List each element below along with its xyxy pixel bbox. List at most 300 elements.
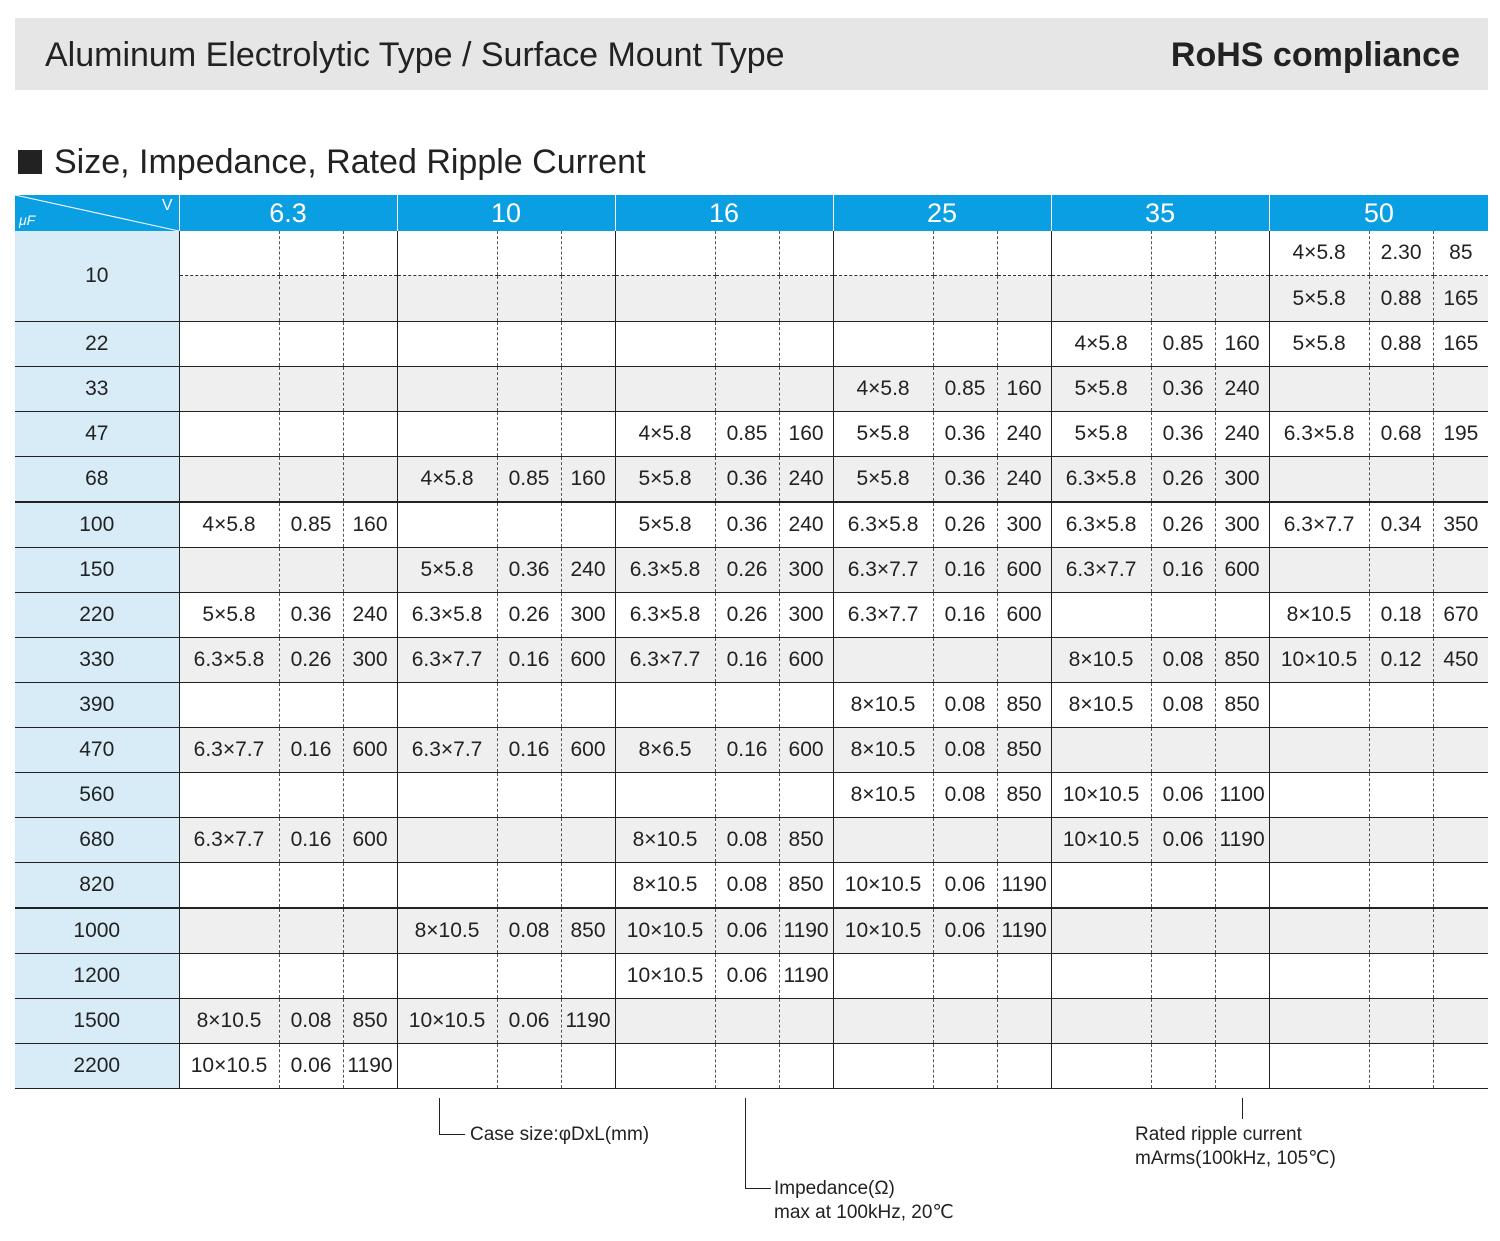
ripple-cell bbox=[343, 548, 397, 593]
table-row bbox=[15, 863, 1488, 909]
leader-line-impedance-h bbox=[745, 1188, 771, 1189]
ripple-cell bbox=[1433, 999, 1488, 1044]
ripple-cell: 240 bbox=[997, 412, 1051, 457]
impedance-cell: 0.08 bbox=[715, 863, 779, 909]
table-row bbox=[15, 818, 1488, 863]
ripple-cell bbox=[561, 683, 615, 728]
ripple-cell: 850 bbox=[561, 908, 615, 954]
case-size-cell: 6.3×5.8 bbox=[833, 502, 933, 548]
ripple-cell bbox=[561, 863, 615, 909]
ripple-cell: 1190 bbox=[561, 999, 615, 1044]
ripple-cell: 350 bbox=[1433, 502, 1488, 548]
case-size-cell: 6.3×5.8 bbox=[179, 638, 279, 683]
case-size-cell: 6.3×7.7 bbox=[615, 638, 715, 683]
ripple-cell: 600 bbox=[779, 638, 833, 683]
impedance-cell: 0.26 bbox=[715, 548, 779, 593]
case-size-cell: 6.3×5.8 bbox=[1051, 457, 1151, 503]
case-size-cell bbox=[179, 683, 279, 728]
impedance-cell: 0.06 bbox=[279, 1044, 343, 1089]
ripple-cell bbox=[1215, 276, 1269, 322]
ripple-cell bbox=[1433, 863, 1488, 909]
case-size-cell: 5×5.8 bbox=[397, 548, 497, 593]
case-size-cell bbox=[1051, 231, 1151, 276]
ripple-cell bbox=[997, 276, 1051, 322]
ripple-cell: 600 bbox=[561, 728, 615, 773]
ripple-cell bbox=[343, 863, 397, 909]
case-size-cell bbox=[833, 954, 933, 999]
ripple-cell bbox=[997, 999, 1051, 1044]
case-size-cell bbox=[1051, 863, 1151, 909]
ripple-cell: 300 bbox=[779, 593, 833, 638]
impedance-cell: 0.36 bbox=[279, 593, 343, 638]
capacitance-cell: 390 bbox=[15, 683, 179, 728]
impedance-cell bbox=[1369, 773, 1433, 818]
case-size-cell: 4×5.8 bbox=[1269, 231, 1369, 276]
ripple-cell: 1190 bbox=[1215, 818, 1269, 863]
ripple-cell: 450 bbox=[1433, 638, 1488, 683]
ripple-cell bbox=[779, 276, 833, 322]
impedance-cell: 0.16 bbox=[497, 638, 561, 683]
impedance-cell bbox=[497, 683, 561, 728]
impedance-cell: 0.08 bbox=[279, 999, 343, 1044]
impedance-cell: 0.36 bbox=[933, 412, 997, 457]
case-size-cell bbox=[615, 276, 715, 322]
case-size-cell bbox=[1269, 1044, 1369, 1089]
case-size-cell: 10×10.5 bbox=[397, 999, 497, 1044]
capacitance-cell: 560 bbox=[15, 773, 179, 818]
ripple-cell bbox=[561, 502, 615, 548]
ripple-cell: 240 bbox=[1215, 367, 1269, 412]
ripple-cell bbox=[561, 1044, 615, 1089]
impedance-cell bbox=[1369, 954, 1433, 999]
ripple-cell bbox=[343, 231, 397, 276]
impedance-cell bbox=[933, 231, 997, 276]
impedance-cell: 0.68 bbox=[1369, 412, 1433, 457]
ripple-cell bbox=[561, 367, 615, 412]
leader-line-ripple bbox=[1242, 1098, 1243, 1119]
impedance-note bbox=[774, 1177, 954, 1225]
case-size-cell bbox=[615, 367, 715, 412]
impedance-cell bbox=[497, 773, 561, 818]
impedance-note-2: max at 100kHz, 20℃ bbox=[774, 1202, 954, 1223]
ripple-cell bbox=[1215, 593, 1269, 638]
ripple-cell: 850 bbox=[997, 773, 1051, 818]
impedance-cell bbox=[497, 502, 561, 548]
case-size-cell: 5×5.8 bbox=[615, 457, 715, 503]
ripple-cell bbox=[561, 322, 615, 367]
ripple-cell bbox=[343, 412, 397, 457]
impedance-cell bbox=[1369, 367, 1433, 412]
capacitance-cell: 220 bbox=[15, 593, 179, 638]
impedance-cell: 0.36 bbox=[715, 457, 779, 503]
impedance-cell: 0.16 bbox=[279, 818, 343, 863]
case-size-cell: 10×10.5 bbox=[615, 954, 715, 999]
ripple-cell bbox=[1215, 863, 1269, 909]
case-size-cell bbox=[1269, 999, 1369, 1044]
ripple-cell: 240 bbox=[779, 502, 833, 548]
case-size-cell: 5×5.8 bbox=[1269, 322, 1369, 367]
case-size-cell bbox=[1269, 954, 1369, 999]
ripple-cell bbox=[1433, 548, 1488, 593]
case-size-cell bbox=[179, 457, 279, 503]
ripple-cell: 850 bbox=[779, 863, 833, 909]
impedance-cell bbox=[1369, 728, 1433, 773]
ripple-cell bbox=[779, 773, 833, 818]
corner-cell bbox=[15, 195, 179, 231]
case-size-cell: 6.3×7.7 bbox=[1269, 502, 1369, 548]
impedance-cell bbox=[279, 322, 343, 367]
impedance-cell: 0.85 bbox=[497, 457, 561, 503]
case-size-cell: 5×5.8 bbox=[1051, 367, 1151, 412]
impedance-cell: 0.16 bbox=[933, 548, 997, 593]
case-size-cell bbox=[1051, 276, 1151, 322]
impedance-cell bbox=[279, 954, 343, 999]
impedance-cell bbox=[715, 322, 779, 367]
voltage-header: 16 bbox=[615, 195, 833, 231]
ripple-note-1: Rated ripple current bbox=[1135, 1124, 1302, 1145]
case-size-cell bbox=[397, 367, 497, 412]
impedance-cell: 0.06 bbox=[1151, 818, 1215, 863]
impedance-cell bbox=[1151, 908, 1215, 954]
case-size-cell: 8×10.5 bbox=[179, 999, 279, 1044]
ripple-cell bbox=[1215, 1044, 1269, 1089]
table-row bbox=[15, 999, 1488, 1044]
case-size-cell bbox=[1269, 773, 1369, 818]
case-size-cell bbox=[1269, 818, 1369, 863]
case-size-cell: 6.3×7.7 bbox=[397, 728, 497, 773]
voltage-header: 10 bbox=[397, 195, 615, 231]
ripple-cell bbox=[1433, 908, 1488, 954]
impedance-cell bbox=[933, 638, 997, 683]
ripple-cell bbox=[561, 231, 615, 276]
impedance-cell: 0.12 bbox=[1369, 638, 1433, 683]
impedance-cell: 0.36 bbox=[1151, 412, 1215, 457]
impedance-cell: 0.16 bbox=[933, 593, 997, 638]
case-size-cell bbox=[1051, 1044, 1151, 1089]
case-size-cell bbox=[397, 818, 497, 863]
impedance-cell bbox=[933, 276, 997, 322]
impedance-cell bbox=[497, 276, 561, 322]
ripple-cell bbox=[779, 999, 833, 1044]
ripple-cell bbox=[997, 638, 1051, 683]
section-title: Size, Impedance, Rated Ripple Current bbox=[54, 143, 646, 181]
impedance-cell: 0.16 bbox=[715, 638, 779, 683]
impedance-cell bbox=[1369, 1044, 1433, 1089]
case-size-cell: 4×5.8 bbox=[1051, 322, 1151, 367]
spec-table bbox=[15, 195, 1488, 1089]
ripple-cell bbox=[1433, 773, 1488, 818]
capacitance-cell: 68 bbox=[15, 457, 179, 503]
ripple-cell: 300 bbox=[343, 638, 397, 683]
impedance-note-1: Impedance(Ω) bbox=[774, 1178, 895, 1199]
case-size-cell bbox=[179, 231, 279, 276]
impedance-cell bbox=[497, 818, 561, 863]
impedance-cell: 0.08 bbox=[933, 773, 997, 818]
capacitance-cell: 820 bbox=[15, 863, 179, 909]
impedance-cell: 0.08 bbox=[933, 728, 997, 773]
case-size-cell: 10×10.5 bbox=[1051, 818, 1151, 863]
ripple-cell bbox=[561, 818, 615, 863]
case-size-cell bbox=[833, 322, 933, 367]
corner-v-label: V bbox=[161, 197, 173, 214]
impedance-cell bbox=[715, 276, 779, 322]
ripple-cell: 600 bbox=[1215, 548, 1269, 593]
ripple-cell bbox=[343, 457, 397, 503]
case-size-cell bbox=[397, 1044, 497, 1089]
case-size-cell bbox=[397, 231, 497, 276]
case-size-cell: 6.3×7.7 bbox=[397, 638, 497, 683]
impedance-cell: 0.06 bbox=[497, 999, 561, 1044]
impedance-cell bbox=[1151, 1044, 1215, 1089]
case-size-cell bbox=[397, 863, 497, 909]
ripple-cell: 600 bbox=[343, 728, 397, 773]
impedance-cell: 0.18 bbox=[1369, 593, 1433, 638]
case-size-cell: 4×5.8 bbox=[397, 457, 497, 503]
case-size-cell: 4×5.8 bbox=[615, 412, 715, 457]
impedance-cell: 0.34 bbox=[1369, 502, 1433, 548]
impedance-cell bbox=[279, 457, 343, 503]
case-size-cell bbox=[1269, 908, 1369, 954]
leader-line-case bbox=[439, 1098, 440, 1135]
capacitance-cell: 470 bbox=[15, 728, 179, 773]
case-size-cell bbox=[179, 322, 279, 367]
ripple-cell bbox=[997, 818, 1051, 863]
corner-uf-label: μF bbox=[19, 212, 36, 228]
case-size-cell: 6.3×7.7 bbox=[179, 818, 279, 863]
ripple-cell: 195 bbox=[1433, 412, 1488, 457]
capacitance-cell: 33 bbox=[15, 367, 179, 412]
ripple-cell bbox=[343, 773, 397, 818]
case-size-note: Case size:φDxL(mm) bbox=[470, 1124, 650, 1145]
capacitance-cell: 100 bbox=[15, 502, 179, 548]
ripple-cell bbox=[343, 908, 397, 954]
impedance-cell bbox=[497, 231, 561, 276]
table-row bbox=[15, 322, 1488, 367]
impedance-cell bbox=[1369, 999, 1433, 1044]
impedance-cell bbox=[1151, 954, 1215, 999]
ripple-cell: 600 bbox=[997, 593, 1051, 638]
table-row bbox=[15, 683, 1488, 728]
capacitance-cell: 150 bbox=[15, 548, 179, 593]
impedance-cell bbox=[1369, 908, 1433, 954]
case-size-cell bbox=[397, 683, 497, 728]
ripple-cell: 160 bbox=[779, 412, 833, 457]
impedance-cell bbox=[1151, 593, 1215, 638]
diagonal-line bbox=[15, 195, 179, 231]
impedance-cell bbox=[715, 773, 779, 818]
case-size-cell: 8×10.5 bbox=[1051, 683, 1151, 728]
case-size-cell bbox=[1051, 908, 1151, 954]
ripple-cell: 165 bbox=[1433, 322, 1488, 367]
capacitance-cell: 1500 bbox=[15, 999, 179, 1044]
capacitance-cell: 10 bbox=[15, 231, 179, 322]
ripple-cell bbox=[1433, 683, 1488, 728]
impedance-cell bbox=[1151, 863, 1215, 909]
case-size-cell bbox=[833, 1044, 933, 1089]
case-size-cell: 10×10.5 bbox=[615, 908, 715, 954]
square-bullet-icon bbox=[18, 150, 42, 174]
impedance-cell bbox=[715, 367, 779, 412]
impedance-cell bbox=[933, 1044, 997, 1089]
case-size-cell: 10×10.5 bbox=[1051, 773, 1151, 818]
impedance-cell: 0.36 bbox=[497, 548, 561, 593]
table-row bbox=[15, 773, 1488, 818]
impedance-cell bbox=[1369, 548, 1433, 593]
case-size-cell bbox=[179, 367, 279, 412]
ripple-cell: 850 bbox=[997, 728, 1051, 773]
case-size-cell: 8×10.5 bbox=[833, 683, 933, 728]
voltage-header: 35 bbox=[1051, 195, 1269, 231]
impedance-cell: 0.88 bbox=[1369, 322, 1433, 367]
case-size-cell bbox=[615, 683, 715, 728]
table-row bbox=[15, 367, 1488, 412]
case-size-cell bbox=[179, 954, 279, 999]
case-size-cell bbox=[833, 638, 933, 683]
voltage-header: 6.3 bbox=[179, 195, 397, 231]
case-size-cell bbox=[833, 999, 933, 1044]
case-size-cell: 10×10.5 bbox=[179, 1044, 279, 1089]
case-size-cell bbox=[1051, 954, 1151, 999]
ripple-cell: 1190 bbox=[779, 954, 833, 999]
ripple-cell bbox=[561, 954, 615, 999]
impedance-cell: 0.26 bbox=[279, 638, 343, 683]
case-size-cell: 6.3×7.7 bbox=[833, 593, 933, 638]
ripple-cell bbox=[779, 231, 833, 276]
case-size-cell: 8×10.5 bbox=[833, 773, 933, 818]
ripple-cell: 300 bbox=[1215, 457, 1269, 503]
table-row bbox=[15, 954, 1488, 999]
impedance-cell: 0.08 bbox=[1151, 683, 1215, 728]
impedance-cell bbox=[279, 683, 343, 728]
case-size-cell: 6.3×5.8 bbox=[615, 593, 715, 638]
impedance-cell: 0.06 bbox=[933, 908, 997, 954]
impedance-cell bbox=[1369, 863, 1433, 909]
case-size-cell bbox=[1269, 728, 1369, 773]
impedance-cell: 0.36 bbox=[1151, 367, 1215, 412]
impedance-cell bbox=[933, 322, 997, 367]
case-size-cell: 10×10.5 bbox=[833, 863, 933, 909]
ripple-cell: 300 bbox=[1215, 502, 1269, 548]
case-size-cell: 5×5.8 bbox=[179, 593, 279, 638]
case-size-cell bbox=[1269, 548, 1369, 593]
impedance-cell bbox=[497, 954, 561, 999]
case-size-cell bbox=[1051, 728, 1151, 773]
impedance-cell: 0.85 bbox=[933, 367, 997, 412]
case-size-cell: 8×10.5 bbox=[615, 863, 715, 909]
case-size-cell bbox=[1269, 367, 1369, 412]
voltage-header: 25 bbox=[833, 195, 1051, 231]
impedance-cell: 0.85 bbox=[279, 502, 343, 548]
impedance-cell bbox=[715, 1044, 779, 1089]
impedance-cell: 0.26 bbox=[715, 593, 779, 638]
impedance-cell: 0.06 bbox=[1151, 773, 1215, 818]
impedance-cell bbox=[933, 954, 997, 999]
case-size-cell bbox=[833, 231, 933, 276]
ripple-cell: 670 bbox=[1433, 593, 1488, 638]
ripple-cell bbox=[1215, 954, 1269, 999]
case-size-cell bbox=[1269, 863, 1369, 909]
impedance-cell bbox=[715, 683, 779, 728]
ripple-cell bbox=[343, 276, 397, 322]
capacitance-cell: 2200 bbox=[15, 1044, 179, 1089]
case-size-cell bbox=[615, 773, 715, 818]
ripple-cell bbox=[1215, 231, 1269, 276]
case-size-cell bbox=[1051, 999, 1151, 1044]
impedance-cell: 0.08 bbox=[1151, 638, 1215, 683]
impedance-cell bbox=[279, 231, 343, 276]
ripple-cell: 850 bbox=[997, 683, 1051, 728]
case-size-cell bbox=[397, 954, 497, 999]
impedance-cell: 0.88 bbox=[1369, 276, 1433, 322]
impedance-cell bbox=[497, 412, 561, 457]
ripple-cell bbox=[561, 276, 615, 322]
case-size-cell: 8×10.5 bbox=[1269, 593, 1369, 638]
capacitance-cell: 330 bbox=[15, 638, 179, 683]
impedance-cell bbox=[279, 412, 343, 457]
impedance-cell: 0.85 bbox=[1151, 322, 1215, 367]
impedance-cell bbox=[1369, 683, 1433, 728]
ripple-cell bbox=[1215, 728, 1269, 773]
impedance-cell: 0.16 bbox=[1151, 548, 1215, 593]
ripple-cell bbox=[561, 412, 615, 457]
case-size-cell bbox=[1051, 593, 1151, 638]
voltage-header: 50 bbox=[1269, 195, 1488, 231]
ripple-cell: 240 bbox=[561, 548, 615, 593]
case-size-cell bbox=[179, 548, 279, 593]
case-size-cell: 8×10.5 bbox=[1051, 638, 1151, 683]
ripple-cell bbox=[779, 322, 833, 367]
section-heading bbox=[18, 143, 646, 182]
impedance-cell bbox=[279, 276, 343, 322]
page-title: Aluminum Electrolytic Type / Surface Mount Type bbox=[45, 36, 785, 74]
case-size-cell: 6.3×5.8 bbox=[1269, 412, 1369, 457]
ripple-cell: 85 bbox=[1433, 231, 1488, 276]
leader-line-impedance bbox=[745, 1098, 746, 1189]
case-size-cell: 5×5.8 bbox=[833, 412, 933, 457]
impedance-cell bbox=[1369, 818, 1433, 863]
case-size-cell: 8×10.5 bbox=[833, 728, 933, 773]
impedance-cell: 0.16 bbox=[715, 728, 779, 773]
case-size-cell: 8×6.5 bbox=[615, 728, 715, 773]
table-row bbox=[15, 502, 1488, 548]
table-row bbox=[15, 908, 1488, 954]
impedance-cell bbox=[279, 367, 343, 412]
ripple-cell: 240 bbox=[779, 457, 833, 503]
ripple-cell bbox=[997, 954, 1051, 999]
ripple-cell bbox=[343, 367, 397, 412]
impedance-cell bbox=[933, 999, 997, 1044]
table-row bbox=[15, 548, 1488, 593]
ripple-cell bbox=[1433, 367, 1488, 412]
ripple-cell bbox=[997, 231, 1051, 276]
table-row bbox=[15, 412, 1488, 457]
case-size-cell bbox=[615, 322, 715, 367]
ripple-cell: 240 bbox=[343, 593, 397, 638]
ripple-cell bbox=[779, 683, 833, 728]
ripple-cell bbox=[343, 322, 397, 367]
case-size-cell bbox=[615, 999, 715, 1044]
ripple-cell: 1190 bbox=[997, 908, 1051, 954]
ripple-cell bbox=[343, 683, 397, 728]
ripple-cell: 160 bbox=[561, 457, 615, 503]
ripple-cell: 300 bbox=[561, 593, 615, 638]
impedance-cell bbox=[279, 908, 343, 954]
ripple-cell: 160 bbox=[343, 502, 397, 548]
impedance-cell bbox=[1369, 457, 1433, 503]
impedance-cell: 0.36 bbox=[715, 502, 779, 548]
impedance-cell bbox=[497, 322, 561, 367]
case-size-cell bbox=[397, 276, 497, 322]
